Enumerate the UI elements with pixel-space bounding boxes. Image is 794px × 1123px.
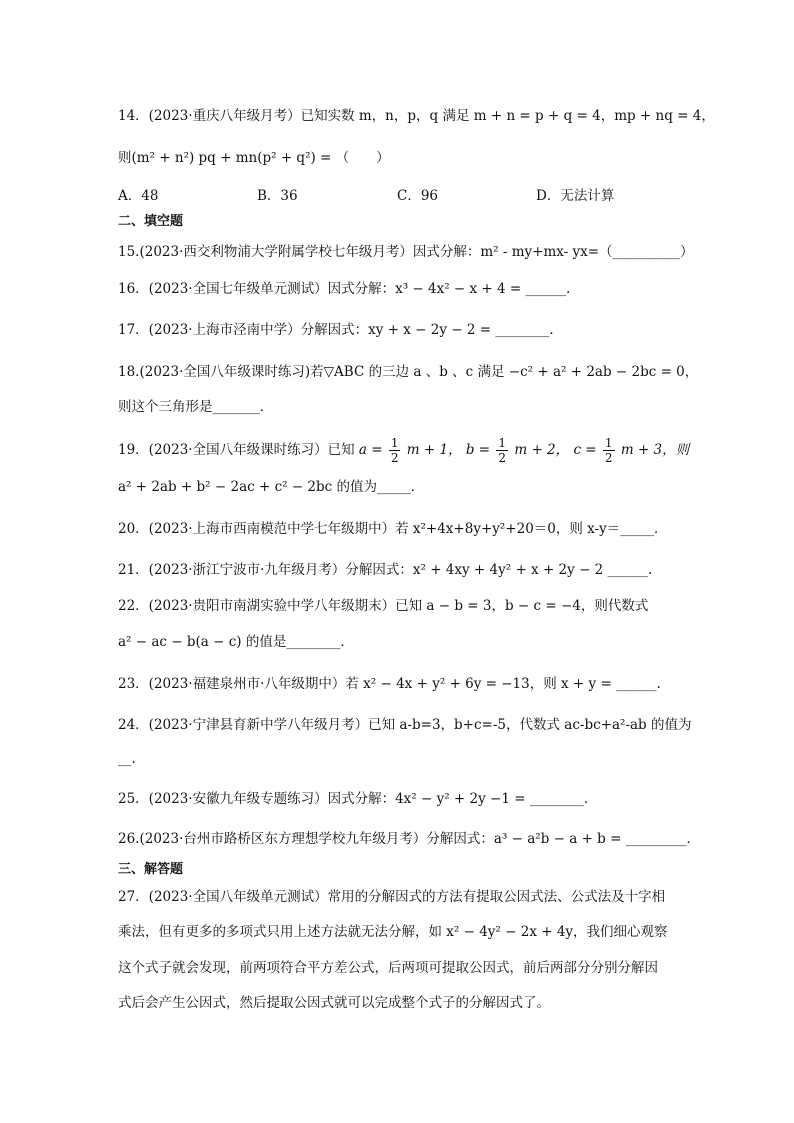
fraction-half-c [603, 436, 615, 465]
question-19-a-label: a = [358, 442, 383, 458]
question-19-a-tail: m + 1， [406, 442, 462, 458]
question-18-line-1: 18.(2023·全国八年级课时练习)若▽ABC 的三边 a 、b 、c 满足 −c² + a² + 2ab − 2bc = 0， [118, 364, 699, 380]
option-c: C．96 [397, 188, 439, 204]
question-19-c-tail: m + 3，则 [620, 442, 690, 458]
question-14-line-1: 14．(2023·重庆八年级月考）已知实数 m，n，p，q 满足 m + n = p + q = 4，mp + nq = 4， [118, 108, 715, 124]
section-heading-fill-in: 二、填空题 [118, 214, 184, 229]
question-14-line-2: 则(m² + n²) pq + mn(p² + q²) = （ ） [118, 150, 390, 166]
question-25: 25．(2023·安徽九年级专题练习）因式分解：4x² − y² + 2y −1 = ________． [118, 791, 598, 807]
question-16: 16．(2023·全国七年级单元测试）因式分解：x³ − 4x² − x + 4 = ______. [118, 281, 571, 297]
question-27-line-2: 乘法，但有更多的多项式只用上述方法就无法分解，如 x² − 4y² − 2x + 4y，我们细心观察 [118, 924, 668, 940]
option-d: D．无法计算 [536, 188, 615, 204]
question-22-line-1: 22．(2023·贵阳市南湖实验中学八年级期末）已知 a − b = 3，b − c = −4，则代数式 [118, 598, 649, 614]
fraction-numerator: 1 [390, 436, 399, 450]
question-19-c-label: c = [573, 442, 597, 458]
fraction-numerator: 1 [604, 436, 613, 450]
fraction-half-a [389, 436, 401, 465]
question-27-line-1: 27．(2023·全国八年级单元测试）常用的分解因式的方法有提取公因式法、公式法及十字相 [118, 889, 666, 905]
question-19-line-2: a² + 2ab + b² − 2ac + c² − 2bc 的值为_____． [118, 479, 425, 495]
question-19-prefix: 19．(2023·全国八年级课时练习）已知 [118, 442, 355, 458]
question-24-line-2: __. [118, 751, 136, 767]
fraction-numerator: 1 [498, 436, 507, 450]
question-15: 15.(2023·西交利物浦大学附属学校七年级月考）因式分解：m² - my+mx- yx=（__________） [118, 244, 694, 260]
option-a: A．48 [118, 188, 159, 204]
question-19-line-1 [118, 435, 689, 465]
section-heading-solutions: 三、解答题 [118, 862, 184, 877]
question-19-b-tail: m + 2， [514, 442, 570, 458]
question-24-line-1: 24．(2023·宁津县育新中学八年级月考）已知 a-b=3，b+c=-5，代数式 ac-bc+a²-ab 的值为 [118, 717, 692, 733]
question-18-line-2: 则这个三角形是_______． [118, 399, 274, 415]
question-23: 23．(2023·福建泉州市·八年级期中）若 x² − 4x + y² + 6y = −13，则 x + y = ______. [118, 676, 661, 692]
fraction-denominator: 2 [604, 451, 613, 465]
option-b: B．36 [257, 188, 298, 204]
question-20: 20．(2023·上海市西南模范中学七年级期中）若 x²+4x+8y+y²+20＝0，则 x-y＝_____． [118, 521, 668, 537]
fraction-denominator: 2 [390, 451, 399, 465]
question-27-line-3: 这个式子就会发现，前两项符合平方差公式，后两项可提取公因式，前后两部分分别分解因 [118, 960, 658, 976]
question-27-line-4: 式后会产生公因式，然后提取公因式就可以完成整个式子的分解因式了。 [118, 995, 550, 1011]
question-22-line-2: a² − ac − b(a − c) 的值是________． [118, 634, 354, 650]
fraction-denominator: 2 [498, 451, 507, 465]
question-26: 26.(2023·台州市路桥区东方理想学校九年级月考）分解因式：a³ − a²b − a + b = _________． [118, 831, 700, 847]
fraction-half-b [496, 436, 508, 465]
question-17: 17．(2023·上海市泾南中学）分解因式：xy + x − 2y − 2 = ________． [118, 322, 563, 338]
question-21: 21．(2023·浙江宁波市·九年级月考）分解因式：x² + 4xy + 4y² + x + 2y − 2 ______. [118, 562, 653, 578]
question-19-b-label: b = [465, 442, 491, 458]
